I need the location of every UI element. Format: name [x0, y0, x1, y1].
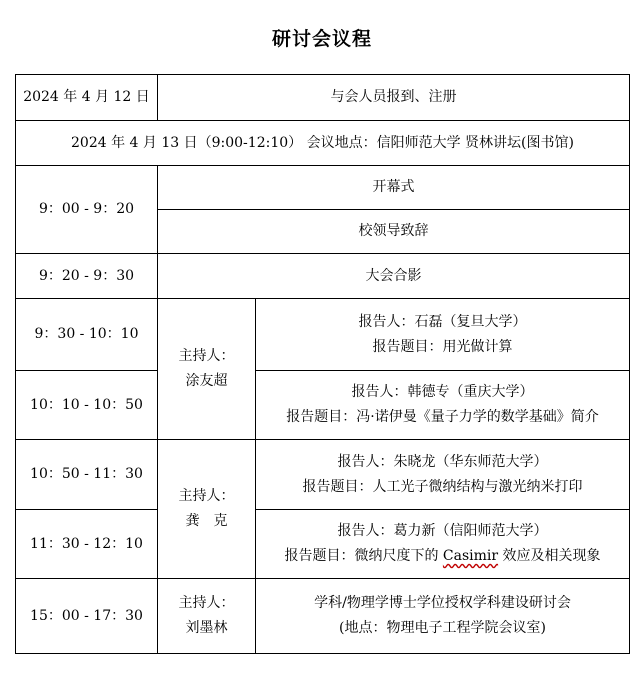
time-cell: 10：10 - 10：50	[16, 371, 158, 440]
talk-cell	[256, 579, 630, 654]
table-row	[16, 299, 630, 371]
topic-line: 报告题目：人工光子微纳结构与激光纳米打印	[302, 478, 583, 495]
topic-line: 报告题目：用光做计算	[372, 338, 513, 355]
topic-term: Casimir	[442, 548, 499, 564]
time-cell: 9：00 - 9：20	[16, 166, 158, 254]
venue-line: (地点：物理电子工程学院会议室)	[339, 620, 546, 636]
page-title: 研讨会议程	[271, 28, 372, 50]
speaker-line: 报告人：韩德专（重庆大学）	[351, 384, 534, 400]
agenda-table	[15, 74, 630, 654]
topic-line	[258, 544, 627, 569]
talk-cell	[256, 299, 630, 371]
time-cell: 10：50 - 11：30	[16, 440, 158, 510]
host-name: 刘墨林	[185, 620, 228, 636]
table-row	[16, 166, 630, 210]
host-cell	[158, 440, 256, 579]
talk-cell	[256, 371, 630, 440]
host-name: 涂友超	[185, 373, 228, 389]
table-row	[16, 579, 630, 654]
table-row	[16, 371, 630, 440]
event-cell: 与会人员报到、注册	[158, 75, 630, 121]
speaker-line: 报告人：朱晓龙（华东师范大学）	[337, 453, 548, 470]
speaker-line: 报告人：石磊（复旦大学）	[358, 313, 527, 330]
table-row	[16, 440, 630, 510]
event-cell: 开幕式	[158, 166, 630, 210]
time-cell: 15：00 - 17：30	[16, 579, 158, 654]
host-label: 主持人：	[178, 348, 235, 364]
host-name: 龚克	[185, 513, 242, 529]
time-cell: 9：20 - 9：30	[16, 254, 158, 299]
topic-suffix: 效应及相关现象	[498, 548, 601, 564]
date-venue-cell: 2024 年 4 月 13 日（9:00-12:10） 会议地点：信阳师范大学 贤林讲坛(图书馆)	[16, 121, 630, 166]
table-row	[16, 75, 630, 121]
talk-cell	[256, 440, 630, 510]
topic-prefix: 报告题目：微纳尺度下的	[284, 548, 443, 564]
speaker-line: 报告人：葛力新（信阳师范大学）	[337, 523, 548, 539]
host-label: 主持人：	[178, 488, 235, 504]
event-cell: 大会合影	[158, 254, 630, 299]
talk-cell	[256, 510, 630, 579]
topic-line: 报告题目：冯·诺伊曼《量子力学的数学基础》简介	[286, 409, 599, 425]
event-cell: 校领导致辞	[158, 210, 630, 254]
time-cell: 11：30 - 12：10	[16, 510, 158, 579]
host-cell	[158, 299, 256, 440]
table-row	[16, 254, 630, 299]
table-row	[16, 510, 630, 579]
time-cell: 9：30 - 10：10	[16, 299, 158, 371]
date-cell: 2024 年 4 月 12 日	[16, 75, 158, 121]
table-row	[16, 121, 630, 166]
event-line: 学科/物理学博士学位授权学科建设研讨会	[314, 595, 571, 611]
host-label: 主持人：	[178, 595, 235, 611]
host-cell	[158, 579, 256, 654]
